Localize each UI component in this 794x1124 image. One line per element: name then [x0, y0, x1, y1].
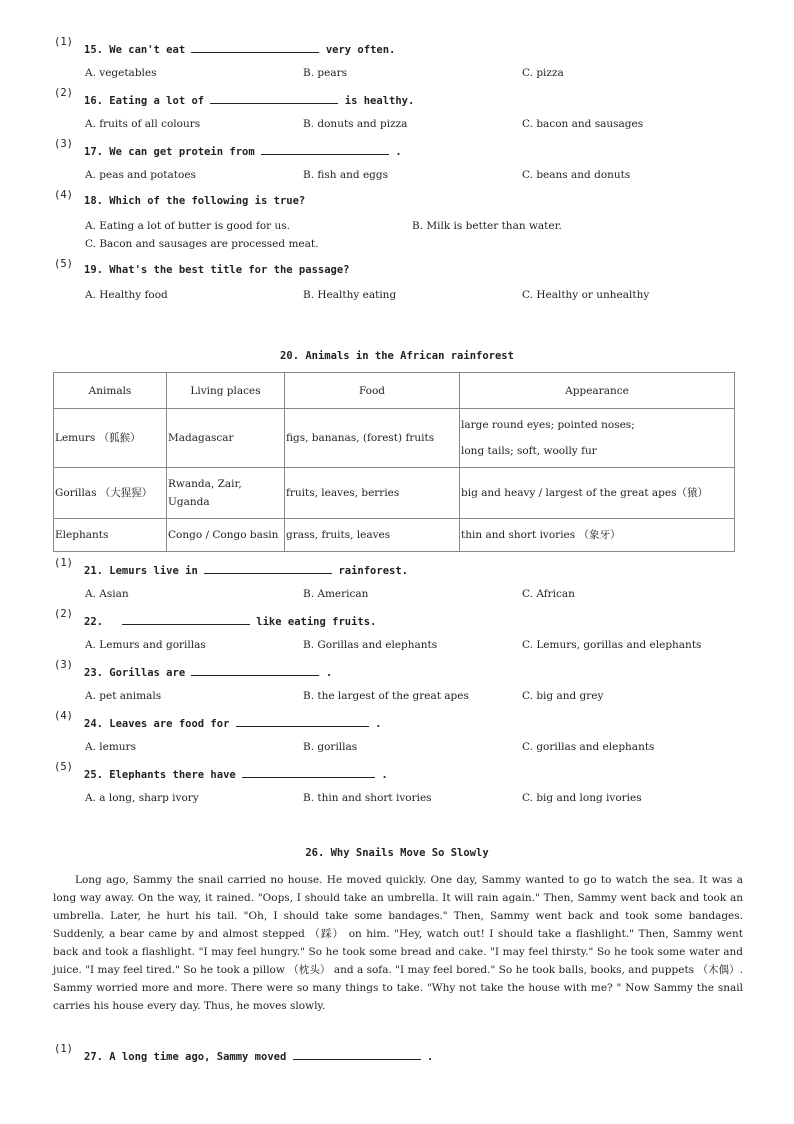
table-header-row	[54, 373, 735, 409]
question-stem: 25. Elephants there have .	[84, 769, 388, 781]
option-a[interactable]: A. a long, sharp ivory	[85, 792, 199, 804]
option-a[interactable]: A. pet animals	[85, 690, 162, 702]
option-b[interactable]: B. Gorillas and elephants	[303, 639, 438, 651]
table-cell: figs, bananas, (forest) fruits	[285, 409, 460, 468]
option-b[interactable]: B. gorillas	[303, 741, 358, 753]
answer-blank[interactable]	[191, 665, 319, 676]
option-a[interactable]: A. Healthy food	[85, 289, 168, 301]
reading-passage: Long ago, Sammy the snail carried no house. He moved quickly. One day, Sammy wanted to go to watch the sea. It was a long way away. On the way, it rained. "Oops, I should take an umbrella. It will rain again." Then, Sammy went back and took an umbrella. Later, he hurt his tail. "Oh, I should take some bandages." Then, Sammy went back and took some bandages. Suddenly, a bear came by and almost stepped （踩） on him. "Hey, watch out! I should take a flashlight." Then, Sammy went back and took a flashlight. "I may feel hungry." So he took some bread and cake. "I may feel thirsty." So he took some water and juice. "I may feel tired." So he took a pillow （枕头） and a sofa. "I may feel bored." So he took balls, books, and puppets （木偶）. Sammy worried more and more. There were so many things to take. "Why not take the house with me? " Now Sammy the snail carries his house every day. Thus, he moves slowly.	[53, 874, 743, 1012]
question-stem: 24. Leaves are food for .	[84, 718, 382, 730]
answer-blank[interactable]	[191, 42, 319, 53]
answer-blank[interactable]	[242, 767, 375, 778]
table-cell: Elephants	[54, 519, 167, 552]
option-c[interactable]: C. bacon and sausages	[522, 118, 644, 130]
option-b[interactable]: B. American	[303, 588, 369, 600]
table-row	[54, 409, 735, 468]
section-title: 26. Why Snails Move So Slowly	[305, 847, 489, 859]
table-cell: Madagascar	[167, 409, 285, 468]
option-b[interactable]: B. Milk is better than water.	[412, 220, 562, 232]
question-stem: 18. Which of the following is true?	[84, 195, 306, 207]
question-stem: 27. A long time ago, Sammy moved .	[84, 1051, 434, 1063]
question-stem: 16. Eating a lot of is healthy.	[84, 95, 415, 107]
question-number: (5)	[54, 761, 73, 773]
question-number: (5)	[54, 258, 73, 270]
question-number: (2)	[54, 87, 73, 99]
question-number: (1)	[54, 1043, 73, 1055]
question-number: (2)	[54, 608, 73, 620]
option-c[interactable]: C. big and long ivories	[522, 792, 642, 804]
option-b[interactable]: B. the largest of the great apes	[303, 690, 469, 702]
table-cell	[460, 409, 735, 468]
table-cell: thin and short ivories （象牙）	[460, 519, 735, 552]
option-a[interactable]: A. Eating a lot of butter is good for us.	[85, 220, 291, 232]
option-b[interactable]: B. pears	[303, 67, 347, 79]
question-number: (1)	[54, 557, 73, 569]
option-a[interactable]: A. vegetables	[85, 67, 157, 79]
option-c[interactable]: C. Healthy or unhealthy	[522, 289, 650, 301]
table-header: Food	[285, 373, 460, 409]
question-number: (3)	[54, 659, 73, 671]
table-row	[54, 468, 735, 519]
question-stem: 21. Lemurs live in rainforest.	[84, 565, 408, 577]
answer-blank[interactable]	[122, 614, 250, 625]
question-number: (4)	[54, 189, 73, 201]
option-c[interactable]: C. African	[522, 588, 575, 600]
option-a[interactable]: A. fruits of all colours	[85, 118, 201, 130]
appearance-line: large round eyes; pointed noses;	[461, 419, 635, 431]
table-header: Animals	[54, 373, 167, 409]
answer-blank[interactable]	[204, 563, 332, 574]
answer-blank[interactable]	[293, 1049, 421, 1060]
table-header: Living places	[167, 373, 285, 409]
section-title: 20. Animals in the African rainforest	[280, 350, 514, 362]
option-c[interactable]: C. Bacon and sausages are processed meat.	[85, 238, 319, 250]
option-b[interactable]: B. donuts and pizza	[303, 118, 408, 130]
option-c[interactable]: C. big and grey	[522, 690, 604, 702]
table-header: Appearance	[460, 373, 735, 409]
answer-blank[interactable]	[261, 144, 389, 155]
question-stem: 19. What's the best title for the passage?	[84, 264, 350, 276]
table-cell: grass, fruits, leaves	[285, 519, 460, 552]
option-b[interactable]: B. fish and eggs	[303, 169, 389, 181]
appearance-line: long tails; soft, woolly fur	[461, 445, 597, 457]
question-stem: 15. We can't eat very often.	[84, 44, 396, 56]
option-a[interactable]: A. Asian	[85, 588, 129, 600]
option-c[interactable]: C. beans and donuts	[522, 169, 631, 181]
table-cell: Lemurs （狐猴）	[54, 409, 167, 468]
option-a[interactable]: A. lemurs	[85, 741, 136, 753]
option-a[interactable]: A. Lemurs and gorillas	[85, 639, 206, 651]
question-stem: 17. We can get protein from .	[84, 146, 402, 158]
table-cell: Congo / Congo basin	[167, 519, 285, 552]
option-c[interactable]: C. gorillas and elephants	[522, 741, 655, 753]
option-c[interactable]: C. Lemurs, gorillas and elephants	[522, 639, 702, 651]
table-cell: fruits, leaves, berries	[285, 468, 460, 519]
question-number: (1)	[54, 36, 73, 48]
question-number: (4)	[54, 710, 73, 722]
table-cell: Rwanda, Zair, Uganda	[167, 468, 285, 519]
answer-blank[interactable]	[210, 93, 338, 104]
option-c[interactable]: C. pizza	[522, 67, 564, 79]
question-stem: 23. Gorillas are .	[84, 667, 333, 679]
table-cell: Gorillas （大猩猩）	[54, 468, 167, 519]
answer-blank[interactable]	[236, 716, 369, 727]
option-b[interactable]: B. Healthy eating	[303, 289, 397, 301]
question-stem: 22. like eating fruits.	[84, 616, 377, 628]
table-row	[54, 519, 735, 552]
table-cell: big and heavy / largest of the great apes（猿）	[460, 468, 735, 519]
option-b[interactable]: B. thin and short ivories	[303, 792, 432, 804]
option-a[interactable]: A. peas and potatoes	[85, 169, 196, 181]
animals-table	[53, 372, 735, 552]
question-number: (3)	[54, 138, 73, 150]
